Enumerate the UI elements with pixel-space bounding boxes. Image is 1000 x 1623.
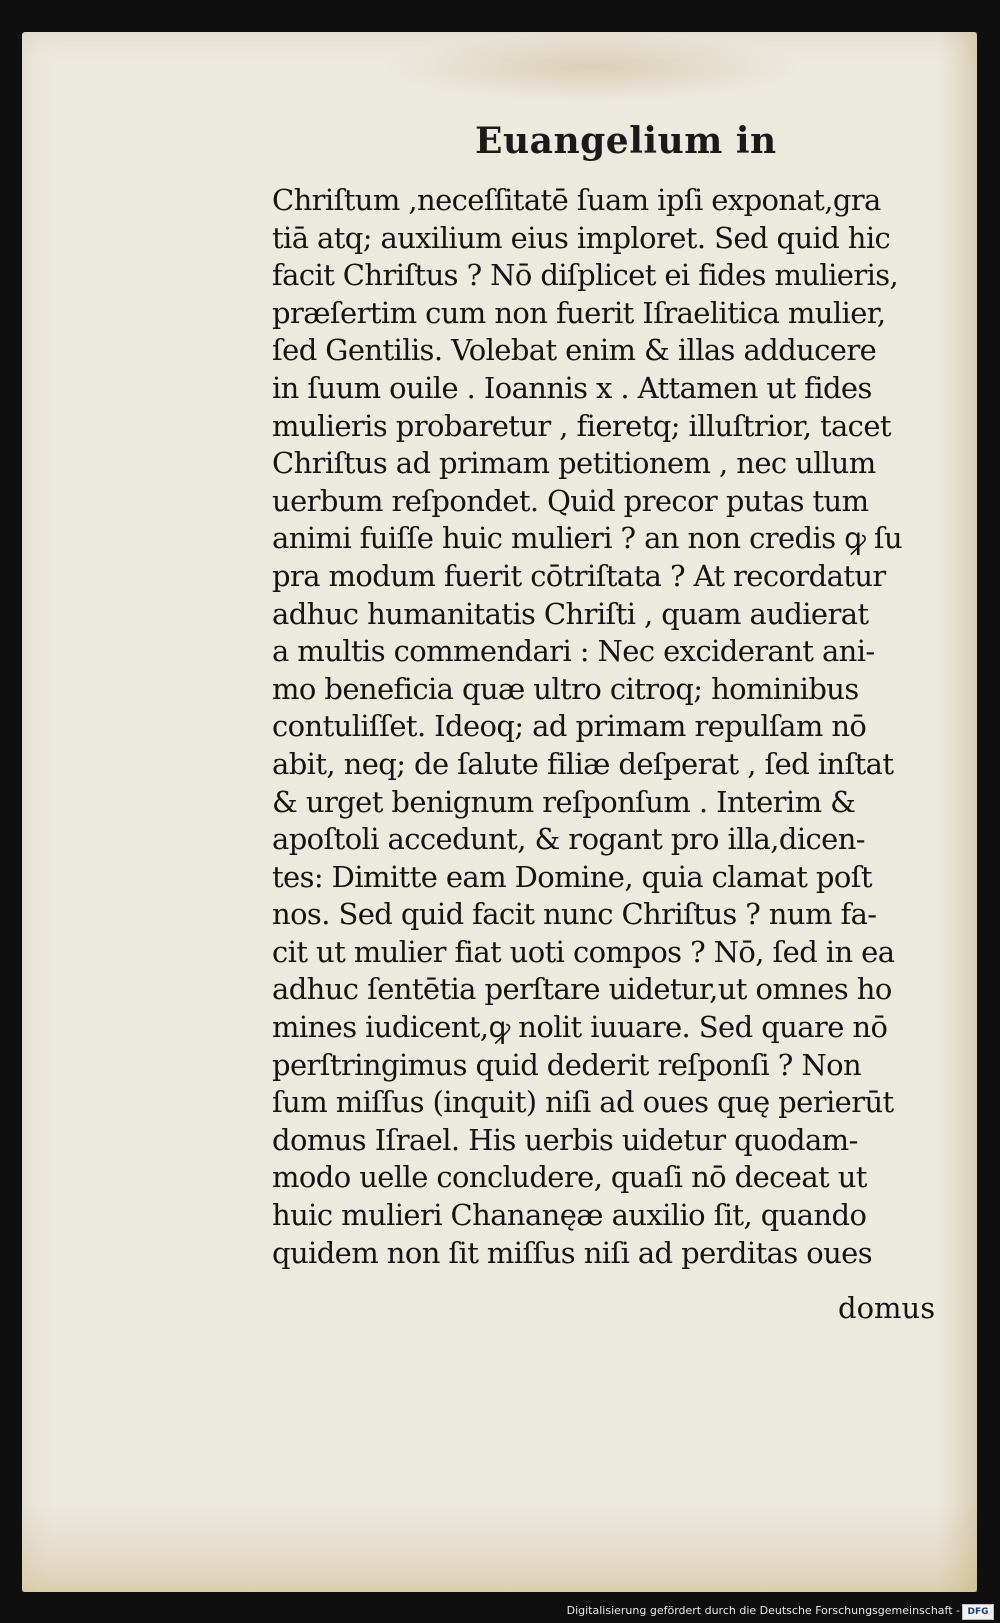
page-header: Euangelium in <box>475 120 777 162</box>
text-line: ſum miſſus (inquit) niſi ad oues quę perierūt <box>272 1085 894 1120</box>
text-line: domus Iſrael. His uerbis uidetur quodam- <box>272 1122 858 1157</box>
text-line: tiā atq; auxilium eius imploret. Sed quid hic <box>272 220 891 255</box>
text-line: modo uelle concludere, quaſi nō deceat ut <box>272 1160 867 1195</box>
text-line: Chriſtum ,neceſſitatē ſuam ipſi exponat,gra <box>272 183 881 217</box>
text-line: adhuc ſentētia perſtare uidetur,ut omnes ho <box>272 972 892 1007</box>
text-line: & urget benignum reſponſum . Interim & <box>272 784 856 819</box>
text-line: facit Chriſtus ? Nō diſplicet ei fides mulieris, <box>272 258 899 293</box>
text-line: abit, neq; de ſalute filiæ deſperat , ſed inſtat <box>272 746 894 781</box>
text-line: Chriſtus ad primam petitionem , nec ullum <box>272 446 876 481</box>
text-line: mines iudicent,ꝙ nolit iuuare. Sed quare nō <box>272 1010 888 1045</box>
text-line: quidem non ſit miſſus niſi ad perditas oues <box>272 1235 872 1270</box>
text-line: contuliſſet. Ideoq; ad primam repulſam nō <box>272 709 867 744</box>
text-line: nos. Sed quid facit nunc Chriſtus ? num fa- <box>272 897 877 932</box>
body-text <box>272 182 952 1272</box>
text-line: mo beneficia quæ ultro citroq; hominibus <box>272 671 859 706</box>
text-line: tes: Dimitte eam Domine, quia clamat poſt <box>272 859 872 894</box>
funding-credit: Digitalisierung gefördert durch die Deutsche Forschungsgemeinschaft - <box>566 1604 960 1617</box>
dfg-logo: DFG <box>962 1604 994 1620</box>
text-line: animi fuiſſe huic mulieri ? an non credis ꝙ ſu <box>272 521 903 556</box>
text-line: a multis commendari : Nec exciderant ani- <box>272 634 875 669</box>
text-line: præſertim cum non fuerit Iſraelitica mulier, <box>272 295 886 330</box>
text-line: cit ut mulier fiat uoti compos ? Nō, ſed in ea <box>272 934 895 969</box>
text-line: mulieris probaretur , fieretq; illuſtrior, tacet <box>272 408 891 443</box>
text-line: huic mulieri Chananęæ auxilio ſit, quando <box>272 1198 867 1233</box>
text-line: in ſuum ouile . Ioannis x . Attamen ut fides <box>272 370 872 405</box>
text-line: ſed Gentilis. Volebat enim & illas adducere <box>272 333 877 368</box>
text-line: pra modum fuerit cōtriſtata ? At recordatur <box>272 558 886 593</box>
text-line: adhuc humanitatis Chriſti , quam audierat <box>272 596 869 631</box>
catchword: domus <box>838 1291 936 1325</box>
text-line: uerbum reſpondet. Quid precor putas tum <box>272 483 869 518</box>
digitization-footer <box>0 1600 1000 1623</box>
text-line: apoſtoli accedunt, & rogant pro illa,dicen- <box>272 822 865 857</box>
text-line: perſtringimus quid dederit reſponſi ? Non <box>272 1047 862 1082</box>
